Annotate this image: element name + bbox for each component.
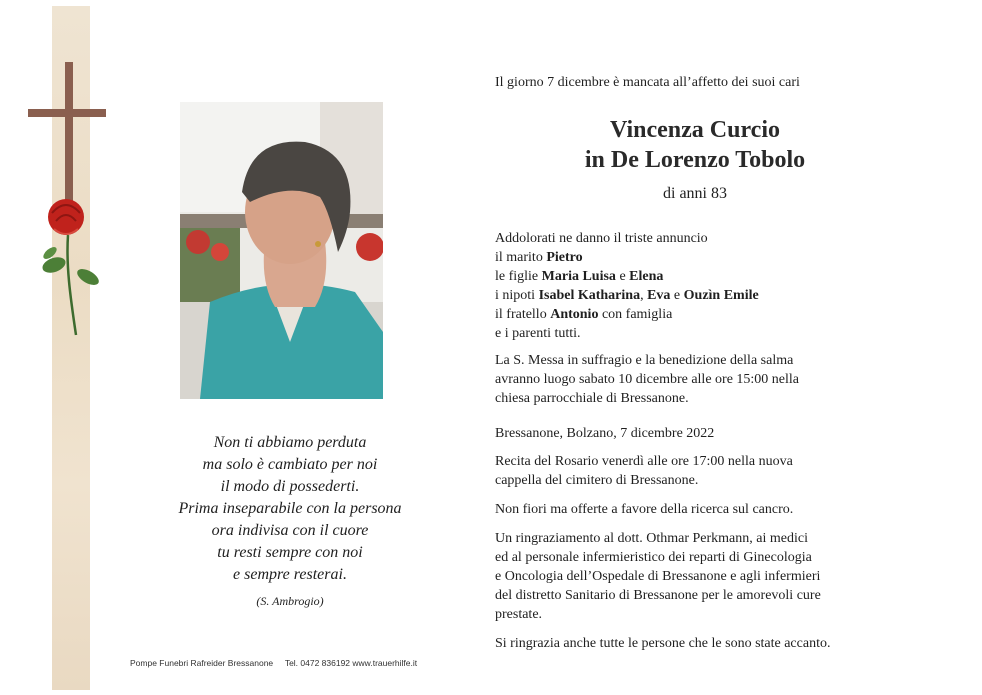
announce-line: e i parenti tutti.	[495, 326, 581, 341]
daughter-name: Elena	[629, 269, 664, 284]
intro-text: Il giorno 7 dicembre è mancata all’affetto dei suoi cari	[495, 75, 800, 90]
thanks-block	[495, 529, 895, 624]
thanks-line: prestate.	[495, 607, 543, 622]
final-thanks: Si ringrazia anche tutte le persone che le sono state accanto.	[495, 636, 831, 651]
poem-line: ora indivisa con il cuore	[211, 522, 369, 539]
announce-line	[495, 248, 895, 267]
rosary-line: cappella del cimitero di Bressanone.	[495, 473, 699, 488]
flowers-note: Non fiori ma offerte a favore della ricerca sul cancro.	[495, 502, 794, 517]
poem-author: (S. Ambrogio)	[256, 594, 324, 608]
thanks-line: e Oncologia dell’Ospedale di Bressanone e agli infermieri	[495, 569, 821, 584]
poem	[130, 432, 450, 586]
text: i nipoti	[495, 288, 539, 303]
name-line-2: in De Lorenzo Tobolo	[584, 147, 806, 173]
thanks-line: ed al personale infermieristico dei reparti di Ginecologia	[495, 550, 812, 565]
announce-line	[495, 267, 895, 286]
mass-info	[495, 351, 895, 408]
poem-line: tu resti sempre con noi	[217, 544, 363, 561]
cross-icon	[65, 62, 73, 202]
thanks-line: Un ringraziamento al dott. Othmar Perkmann, ai medici	[495, 531, 808, 546]
text: e	[615, 269, 630, 284]
husband-name: Pietro	[546, 250, 583, 265]
announce-line: Addolorati ne danno il triste annuncio	[495, 231, 708, 246]
announce-block	[495, 229, 895, 343]
daughter-name: Maria Luisa	[541, 269, 616, 284]
grandchild-name: Isabel Katharina	[538, 288, 641, 303]
cross-bar	[28, 109, 106, 117]
age-text: di anni 83	[663, 185, 727, 202]
poem-line: ma solo è cambiato per noi	[202, 456, 378, 473]
mass-line: chiesa parrocchiale di Bressanone.	[495, 391, 689, 406]
mass-line: avranno luogo sabato 10 dicembre alle ore 15:00 nella	[495, 372, 800, 387]
text: il marito	[495, 250, 547, 265]
portrait-photo	[180, 102, 383, 399]
name-line-1: Vincenza Curcio	[610, 117, 780, 143]
rose-icon	[36, 195, 106, 340]
text: il fratello	[495, 307, 551, 322]
place-date: Bressanone, Bolzano, 7 dicembre 2022	[495, 426, 715, 441]
deceased-name	[500, 115, 890, 175]
text: ,	[640, 288, 648, 303]
mass-line: La S. Messa in suffragio e la benedizione della salma	[495, 353, 794, 368]
thanks-line: del distretto Sanitario di Bressanone per le amorevoli cure	[495, 588, 821, 603]
announcement-body	[495, 229, 895, 653]
text: le figlie	[495, 269, 542, 284]
poem-line: e sempre resterai.	[233, 566, 347, 583]
text: e	[670, 288, 684, 303]
rosary-line: Recita del Rosario venerdì alle ore 17:00 nella nuova	[495, 454, 793, 469]
brother-name: Antonio	[550, 307, 599, 322]
announce-line	[495, 286, 895, 305]
poem-line: Prima inseparabile con la persona	[178, 500, 402, 517]
grandchild-name: Ouzìn Emile	[683, 288, 759, 303]
poem-line: il modo di possederti.	[220, 478, 360, 495]
poem-line: Non ti abbiamo perduta	[213, 434, 367, 451]
grandchild-name: Eva	[647, 288, 671, 303]
announce-line	[495, 305, 895, 324]
footer-contact: Pompe Funebri Rafreider Bressanone Tel. 0472 836192 www.trauerhilfe.it	[130, 658, 418, 668]
text: con famiglia	[598, 307, 673, 322]
rosary-info	[495, 452, 895, 490]
